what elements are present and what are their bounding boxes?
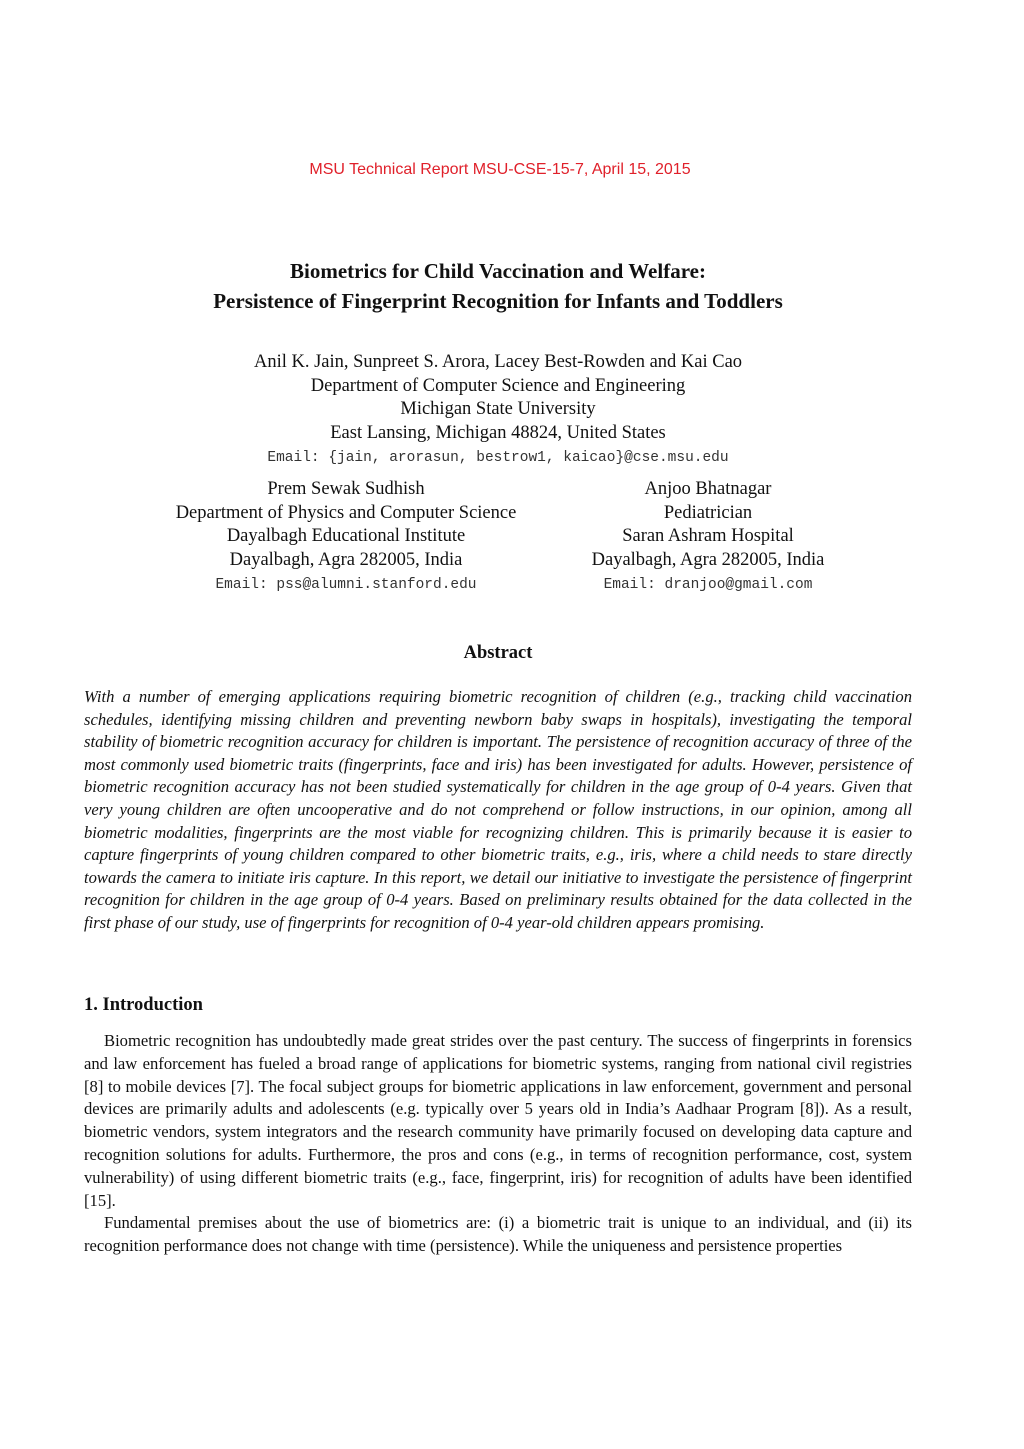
author-department: Department of Computer Science and Engineering [310, 375, 686, 396]
tech-report-header: MSU Technical Report MSU-CSE-15-7, April 15, 2015 [309, 161, 691, 178]
section-heading-introduction: 1. Introduction [84, 995, 203, 1015]
abstract-heading: Abstract [463, 643, 533, 663]
author-left-department: Department of Physics and Computer Science [175, 502, 517, 523]
author-address: East Lansing, Michigan 48824, United States [330, 422, 666, 443]
authors-block-left [150, 478, 542, 598]
author-right-name: Anjoo Bhatnagar [644, 479, 772, 499]
author-right-address: Dayalbagh, Agra 282005, India [591, 549, 825, 570]
paper-title-line1: Biometrics for Child Vaccination and Welfare: [290, 259, 706, 283]
author-left-email: Email: pss@alumni.stanford.edu [215, 577, 477, 593]
paper-title [0, 256, 996, 316]
author-left-address: Dayalbagh, Agra 282005, India [229, 549, 463, 570]
author-right-institute: Saran Ashram Hospital [622, 526, 794, 546]
author-university: Michigan State University [400, 399, 596, 419]
author-right-role: Pediatrician [663, 502, 753, 523]
introduction-paragraph-2: Fundamental premises about the use of biometrics are: (i) a biometric trait is unique to an individual, and (ii) its recognition performance does not change with time (persistence). While the uniqueness and persistence properties [84, 1213, 912, 1256]
introduction-paragraph-1: Biometric recognition has undoubtedly made great strides over the past century. The success of fingerprints in forensics and law enforcement has fueled a broad range of applications for biometric systems, ranging from national civil registries [8] to mobile devices [7]. The focal subject groups for biometric applications in law enforcement, government and personal devices are primarily adults and adolescents (e.g. typically over 5 years old in India’s Aadhaar Program [8]). As a result, biometric vendors, system integrators and the research community have primarily focused on developing data capture and recognition solutions for adults. Furthermore, the pros and cons (e.g., in terms of recognition performance, cost, system vulnerability) of using different biometric traits (e.g., face, fingerprint, iris) for recognition of adults have been identified [15]. [84, 1031, 912, 1210]
authors-block-right [568, 478, 848, 598]
authors-block-main [0, 351, 996, 471]
author-right-email: Email: dranjoo@gmail.com [603, 577, 813, 593]
introduction-body [84, 1030, 912, 1258]
paper-title-line2: Persistence of Fingerprint Recognition for Infants and Toddlers [213, 289, 783, 313]
author-email: Email: {jain, arorasun, bestrow1, kaicao}@cse.msu.edu [267, 450, 729, 466]
author-names: Anil K. Jain, Sunpreet S. Arora, Lacey Best-Rowden and Kai Cao [253, 352, 743, 372]
author-left-institute: Dayalbagh Educational Institute [226, 526, 466, 546]
author-left-name: Prem Sewak Sudhish [267, 479, 425, 499]
abstract-body: With a number of emerging applications requiring biometric recognition of children (e.g., tracking child vaccination schedules, identifying missing children and preventing newborn baby swaps in hospitals), investigating the temporal stability of biometric recognition accuracy for children is important. The persistence of recognition accuracy of three of the most commonly used biometric traits (fingerprints, face and iris) has been investigated for adults. However, persistence of biometric recognition accuracy has not been studied systematically for children in the age group of 0-4 years. Given that very young children are often uncooperative and do not comprehend or follow instructions, in our opinion, among all biometric modalities, fingerprints are the most viable for recognizing children. This is primarily because it is easier to capture fingerprints of young children compared to other biometric traits, e.g., iris, where a child needs to stare directly towards the camera to initiate iris capture. In this report, we detail our initiative to investigate the persistence of fingerprint recognition for children in the age group of 0-4 years. Based on preliminary results obtained for the data collected in the first phase of our study, use of fingerprints for recognition of 0-4 year-old children appears promising. [84, 687, 912, 932]
